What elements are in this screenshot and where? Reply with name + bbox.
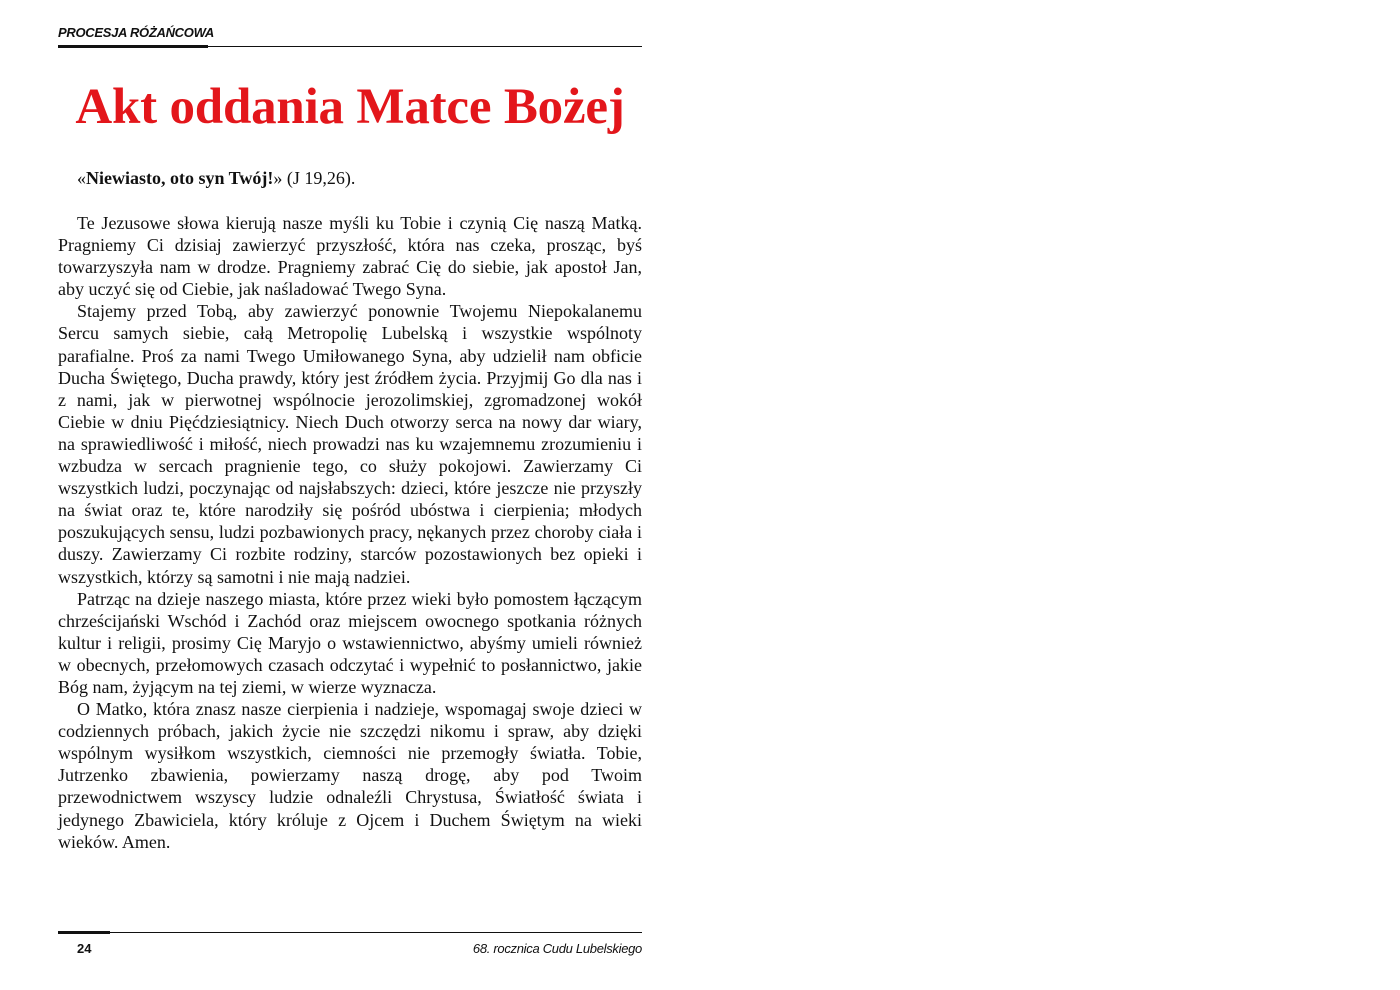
- paragraph-3: Patrząc na dzieje naszego miasta, które przez wieki było pomostem łączącym chrześcijański Wschód i Zachód oraz miejscem owocnego spotkania różnych kultur i religii, prosimy Cię Maryjo o wstawiennictwo, abyśmy umieli również w obecnych, przełomowych czasach odczytać i wypełnić to posłannictwo, jakie Bóg nam, żyjącym na tej ziemi, w wierze wyznacza.: [58, 588, 642, 697]
- body-text: [58, 212, 642, 853]
- paragraph-4: O Matko, która znasz nasze cierpienia i nadzieje, wspomagaj swoje dzieci w codziennych próbach, jakich życie nie szczędzi nikomu i spraw, aby dzięki wspólnym wysiłkom wszystkich, ciemności nie przemogły światła. Tobie, Jutrzenko zbawienia, powierzamy naszą drogę, aby pod Twoim przewodnictwem wszyscy ludzie odnaleźli Chrystusa, Światłość świata i jedynego Zbawiciela, który króluje z Ojcem i Duchem Świętym na wieki wieków. Amen.: [58, 699, 642, 852]
- epigraph-quote: Niewiasto, oto syn Twój!: [86, 168, 274, 188]
- paragraph-2: Stajemy przed Tobą, aby zawierzyć ponownie Twojemu Niepokalanemu Sercu samych siebie, całą Metropolię Lubelską i wszystkie wspólnoty parafialne. Proś za nami Twego Umiłowanego Syna, aby udzielił nam obficie Ducha Świętego, Ducha prawdy, który jest źródłem życia. Przyjmij Go dla nas i z nami, jak w pierwotnej wspólnocie jerozolimskiej, zgromadzonej wokół Ciebie w dniu Pięćdziesiątnicy. Niech Duch otworzy serca na nowy dar wiary, na sprawiedliwość i miłość, niech prowadzi nas ku wzajemnemu zrozumieniu i wzbudza w sercach pragnienie tego, co służy pokojowi. Zawierzamy Ci wszystkich ludzi, poczynając od najsłabszych: dzieci, które jeszcze nie przyszły na świat oraz te, które narodziły się pośród ubóstwa i cierpienia; młodych poszukujących sensu, ludzi pozbawionych pracy, nękanych przez choroby ciała i duszy. Zawierzamy Ci rozbite rodziny, starców pozostawionych bez opieki i wszystkich, którzy są samotni i nie mają nadziei.: [58, 301, 642, 587]
- epigraph: [77, 168, 355, 189]
- page-title: Akt oddania Matce Bożej: [75, 79, 625, 135]
- header-rule: [58, 45, 208, 48]
- running-header: [58, 24, 642, 47]
- document-page-right-blank: [700, 0, 1400, 990]
- paragraph-1: Te Jezusowe słowa kierują nasze myśli ku Tobie i czynią Cię naszą Matką. Pragniemy Ci dzisiaj zawierzyć przyszłość, która nas czeka, prosząc, byś towarzyszyła nam w drodze. Pragniemy zabrać Cię do siebie, jak apostoł Jan, aby uczyć się od Ciebie, jak naśladować Twego Syna.: [58, 213, 642, 300]
- epigraph-open-quote: «: [77, 168, 86, 188]
- section-label: PROCESJA RÓŻAŃCOWA: [58, 25, 214, 40]
- epigraph-reference: » (J 19,26).: [273, 168, 356, 188]
- publication-title: 68. rocznica Cudu Lubelskiego: [472, 941, 642, 956]
- page-number: 24: [77, 941, 92, 956]
- footer-rule: [58, 931, 110, 934]
- running-footer: [58, 932, 642, 959]
